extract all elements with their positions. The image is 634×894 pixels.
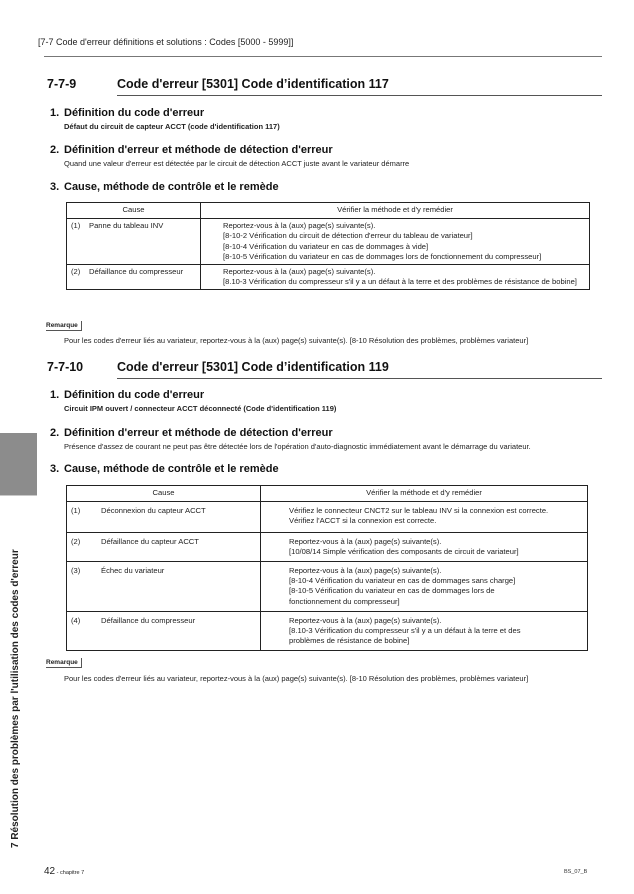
subsection-text: Circuit IPM ouvert / connecteur ACCT déconnecté (Code d'identification 119) <box>64 404 337 413</box>
running-header: [7-7 Code d'erreur définitions et solutions : Codes [5000 - 5999]] <box>38 37 294 47</box>
table-header-row <box>67 486 588 502</box>
remedy-cell: Reportez-vous à la (aux) page(s) suivante(s). [8.10-3 Vérification du compresseur s'il y a un défaut à la terre et des problèmes de résistance de bobine] <box>261 611 588 651</box>
table-row <box>67 611 588 651</box>
remark-label: Remarque <box>46 658 82 668</box>
cause-remedy-table <box>66 202 590 290</box>
section-heading <box>47 75 602 97</box>
chapter-label: - chapitre 7 <box>55 870 85 876</box>
table-row <box>67 219 590 265</box>
header-rule <box>44 56 602 57</box>
cause-remedy-table <box>66 485 588 651</box>
document-code: BS_07_B <box>564 869 588 875</box>
cause-cell: (4) Défaillance du compresseur <box>67 611 261 651</box>
section-rule <box>117 378 602 379</box>
table-row <box>67 532 588 561</box>
table-row <box>67 562 588 612</box>
subsection-heading: 3. Cause, méthode de contrôle et le remède <box>50 463 279 475</box>
cause-cell: (3) Échec du variateur <box>67 562 261 612</box>
column-header-remedy: Vérifier la méthode et d'y remédier <box>201 203 590 219</box>
subsection-heading: 2. Définition d'erreur et méthode de détection d'erreur <box>50 427 333 439</box>
cause-cell: (2) Défaillance du capteur ACCT <box>67 532 261 561</box>
remark-text: Pour les codes d'erreur liés au variateur, reportez-vous à la (aux) page(s) suivante(s). [8-10 Résolution des problèmes, problèmes variateur] <box>64 674 529 683</box>
column-header-cause: Cause <box>67 486 261 502</box>
table-row <box>67 502 588 532</box>
table-header-row <box>67 203 590 219</box>
remedy-cell: Reportez-vous à la (aux) page(s) suivante(s). [8-10-2 Vérification du circuit de détection d'erreur du tableau de variateur] [8-10-4 Vérification du variateur en cas de dommages à vide] [8-10-5 Vérification du variateur en cas de dommages lors de fonctionnement du compresseur] <box>201 219 590 265</box>
subsection-heading: 1. Définition du code d'erreur <box>50 389 205 401</box>
section-number: 7-7-10 <box>47 360 84 374</box>
chapter-side-tab <box>0 433 37 496</box>
column-header-cause: Cause <box>67 203 201 219</box>
section-title: Code d'erreur [5301] Code d’identification 119 <box>117 360 389 374</box>
subsection-heading: 3. Cause, méthode de contrôle et le remède <box>50 181 279 193</box>
section-rule <box>117 95 602 96</box>
page-number: 42 - chapitre 7 <box>44 866 85 877</box>
chapter-side-label: 7 Résolution des problèmes par l'utilisation des codes d'erreur <box>10 549 21 848</box>
cause-cell: (2) Défaillance du compresseur <box>67 265 201 290</box>
cause-cell: (1) Déconnexion du capteur ACCT <box>67 502 261 532</box>
subsection-text: Quand une valeur d'erreur est détectée par le circuit de détection ACCT juste avant le variateur démarre <box>64 159 410 168</box>
subsection-text: Défaut du circuit de capteur ACCT (code d'identification 117) <box>64 122 280 131</box>
table-row <box>67 265 590 290</box>
section-title: Code d'erreur [5301] Code d’identification 117 <box>117 77 389 91</box>
section-heading <box>47 358 602 380</box>
remark-text: Pour les codes d'erreur liés au variateur, reportez-vous à la (aux) page(s) suivante(s). [8-10 Résolution des problèmes, problèmes variateur] <box>64 336 529 345</box>
remedy-cell: Reportez-vous à la (aux) page(s) suivante(s). [10/08/14 Simple vérification des composants de circuit de variateur] <box>261 532 588 561</box>
column-header-remedy: Vérifier la méthode et d'y remédier <box>261 486 588 502</box>
subsection-heading: 2. Définition d'erreur et méthode de détection d'erreur <box>50 144 333 156</box>
section-number: 7-7-9 <box>47 77 77 91</box>
remedy-cell: Vérifiez le connecteur CNCT2 sur le tableau INV si la connexion est correcte. Vérifiez l'ACCT si la connexion est correcte. <box>261 502 588 532</box>
subsection-heading: 1. Définition du code d'erreur <box>50 107 205 119</box>
remark-label: Remarque <box>46 321 82 331</box>
remedy-cell: Reportez-vous à la (aux) page(s) suivante(s). [8-10-4 Vérification du variateur en cas de dommages sans charge] [8-10-5 Vérification du variateur en cas de dommages lors de fonctionnement du compresseur] <box>261 562 588 612</box>
remedy-cell: Reportez-vous à la (aux) page(s) suivante(s). [8.10-3 Vérification du compresseur s'il y a un défaut à la terre et des problèmes de résistance de bobine] <box>201 265 590 290</box>
cause-cell: (1) Panne du tableau INV <box>67 219 201 265</box>
subsection-text: Présence d'assez de courant ne peut pas être détectée lors de l'opération d'auto-diagnostic immédiatement avant le démarrage du variateur. <box>64 442 531 451</box>
